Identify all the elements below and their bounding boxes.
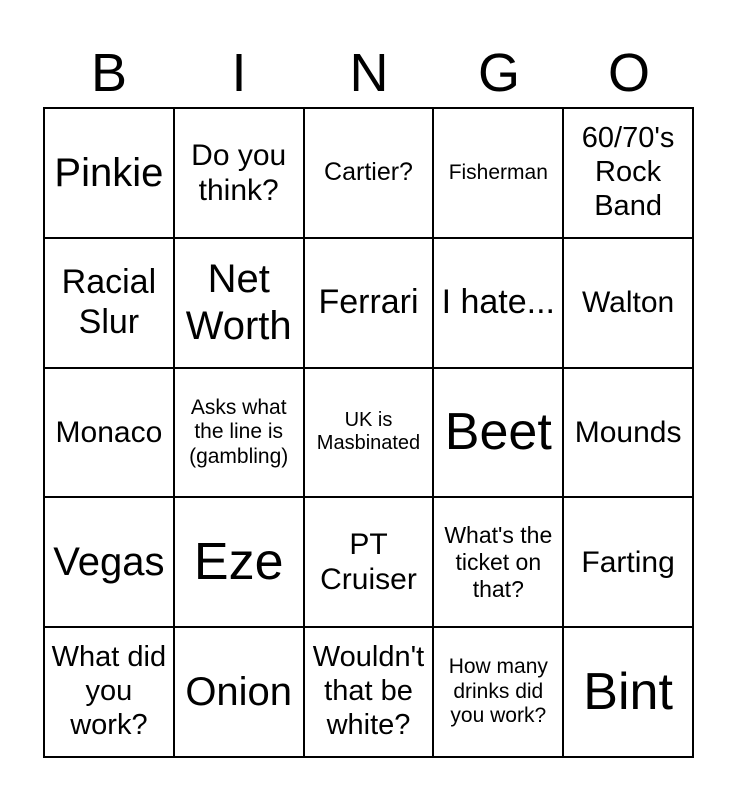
bingo-cell[interactable] [44,627,174,757]
bingo-cell[interactable] [563,627,693,757]
bingo-cell[interactable] [563,238,693,368]
cell-text: How many drinks did you work? [448,655,548,728]
bingo-cell[interactable] [174,238,304,368]
bingo-cell[interactable] [563,497,693,627]
header-letter-n: N [349,43,389,103]
bingo-cell[interactable] [44,368,174,498]
cell-text: I hate... [441,282,555,321]
bingo-cell[interactable] [304,368,434,498]
cell-text: Beet [444,403,552,462]
bingo-cell[interactable] [174,368,304,498]
bingo-cell[interactable] [563,368,693,498]
bingo-cell[interactable] [433,497,563,627]
cell-text: Pinkie [54,150,164,195]
header-letter-o: O [607,43,650,103]
cell-text: Bint [583,662,673,721]
bingo-cell[interactable] [563,108,693,238]
header-letter-b: B [90,43,128,103]
bingo-cell[interactable] [433,627,563,757]
cell-text: Eze [193,532,284,591]
cell-text: What's the ticket on that? [444,521,553,602]
cell-text: 60/70's Rock Band [581,122,675,222]
bingo-cell[interactable] [433,108,563,238]
cell-text: Racial Slur [61,262,157,341]
bingo-cell[interactable] [304,108,434,238]
cell-text: Monaco [55,415,163,449]
cell-text: Fisherman [448,160,548,184]
bingo-cell[interactable] [174,627,304,757]
cell-text: Net Worth [185,256,292,348]
bingo-cell[interactable] [433,238,563,368]
cell-text: Onion [185,669,293,714]
bingo-cell[interactable] [44,238,174,368]
bingo-board [43,107,694,758]
cell-text: Do you think? [191,138,287,207]
bingo-cell[interactable] [174,497,304,627]
bingo-header [44,40,694,106]
bingo-cell[interactable] [304,238,434,368]
cell-text: PT Cruiser [320,528,417,597]
bingo-cell[interactable] [174,108,304,238]
cell-text: Cartier? [324,158,413,187]
header-letter-g: G [477,43,520,103]
cell-text: UK is Masbinated [316,409,421,455]
cell-text: Vegas [53,539,165,584]
cell-text: Ferrari [318,282,419,321]
cell-text: Asks what the line is (gambling) [189,395,289,468]
bingo-cell[interactable] [433,368,563,498]
cell-text: Mounds [574,415,682,449]
cell-text: Farting [581,545,675,579]
bingo-cell[interactable] [304,497,434,627]
cell-text: What did you work? [51,641,167,742]
bingo-cell[interactable] [304,627,434,757]
cell-text: Walton [581,286,675,320]
header-letter-i: I [231,43,247,103]
bingo-cell[interactable] [44,108,174,238]
bingo-cell[interactable] [44,497,174,627]
cell-text: Wouldn't that be white? [312,641,425,742]
